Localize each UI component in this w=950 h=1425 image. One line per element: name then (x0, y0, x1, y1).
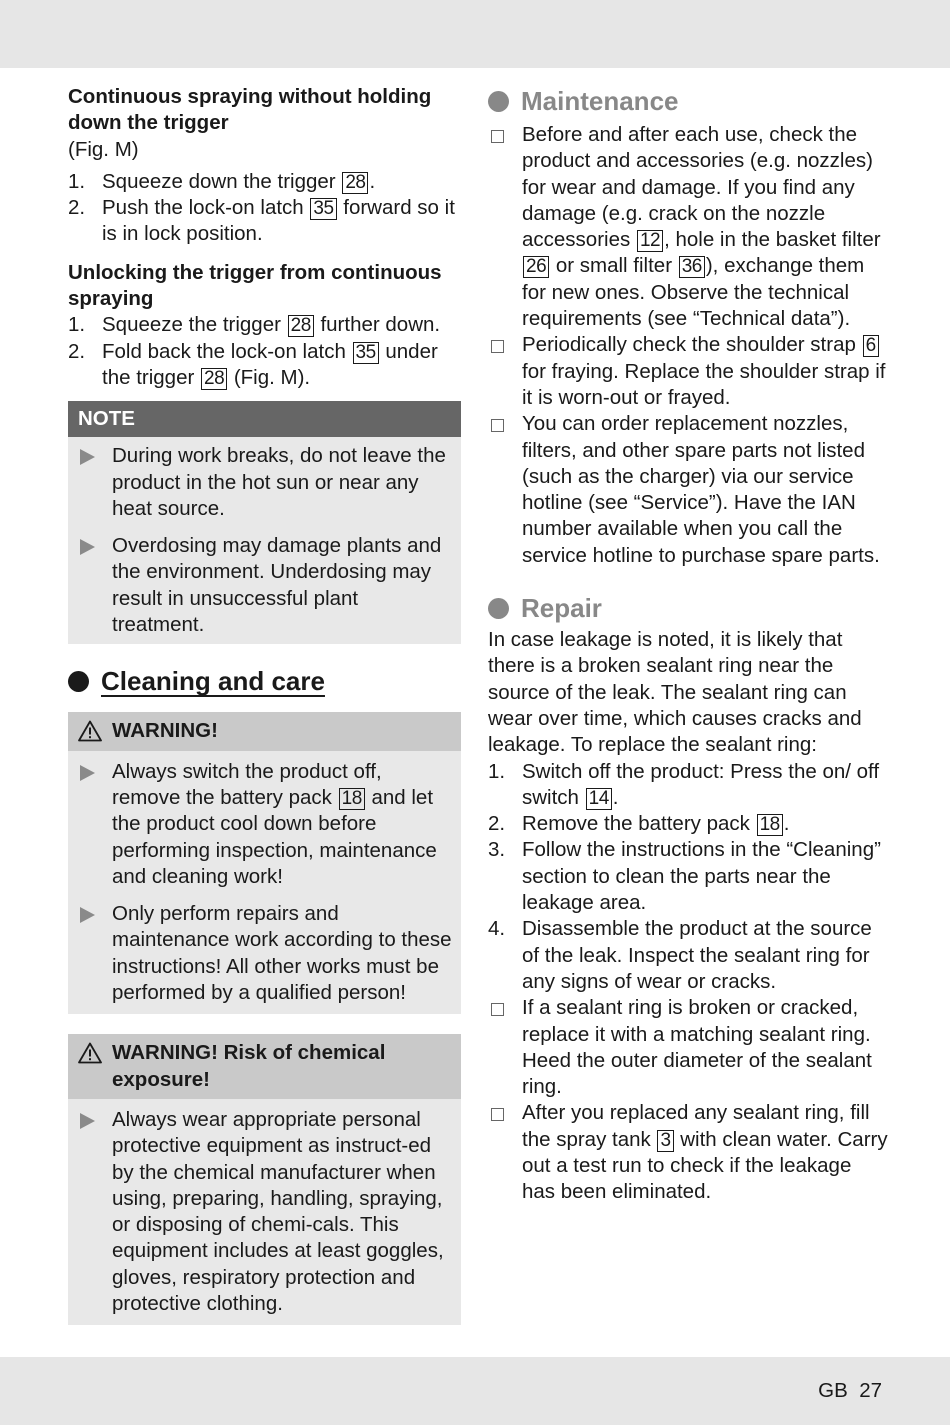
list-item: 4. Disassemble the product at the source of the leak. Inspect the sealant ring for any signs of wear or cracks. (488, 917, 872, 993)
repair-checklist (488, 995, 888, 1205)
warning-triangle-icon (78, 1042, 102, 1064)
list-item: Only perform repairs and maintenance work according to these instructions! All other works must be performed by a qualified person! (78, 901, 461, 1006)
triangle-bullet-icon (80, 539, 95, 555)
page-footer (818, 1378, 882, 1404)
list-item: 2. Remove the battery pack 18 . (488, 812, 790, 836)
part-ref: 18 (339, 788, 365, 810)
footer-bar (0, 1357, 950, 1425)
list-item: Overdosing may damage plants and the environment. Underdosing may result in unsuccessful plant treatment. (78, 533, 461, 638)
continuous-spraying-steps (68, 169, 461, 248)
list-item: 2. Fold back the lock-on latch 35 under the trigger 28 (Fig. M). (68, 339, 438, 389)
unlocking-steps (68, 312, 461, 391)
chemical-warning-box (68, 1034, 461, 1325)
warning-triangle-icon (78, 720, 102, 742)
part-ref: 36 (679, 256, 705, 278)
page-number: 27 (859, 1379, 882, 1402)
part-ref: 26 (523, 256, 549, 278)
list-item: Always wear appropriate personal protective equipment as instruct-ed by the chemical manufacturer when using, preparing, handling, spraying, or disposing of chemi-cals. This equipment includes at least goggles, gloves, respiratory protection and protective clothing. (78, 1107, 461, 1317)
language-code: GB (818, 1379, 848, 1402)
list-item: 3. Follow the instructions in the “Cleaning” section to clean the parts near the leakage area. (488, 838, 881, 915)
part-ref: 12 (637, 230, 663, 252)
continuous-spraying-heading: Continuous spraying without holding down the trigger (68, 85, 432, 135)
checkbox-bullet-icon (491, 340, 504, 353)
part-ref: 35 (310, 198, 336, 220)
note-heading: NOTE (68, 401, 461, 437)
part-ref: 3 (657, 1130, 673, 1152)
checkbox-bullet-icon (491, 130, 504, 143)
chemical-warning-heading: WARNING! Risk of chemical exposure! (68, 1034, 461, 1099)
maintenance-heading: Maintenance (488, 84, 888, 118)
right-column (488, 84, 888, 1206)
list-item: 2. Push the lock-on latch 35 forward so it is in lock position. (68, 196, 455, 246)
triangle-bullet-icon (80, 765, 95, 781)
maintenance-list (488, 122, 888, 569)
repair-steps (488, 759, 888, 996)
repair-heading: Repair (488, 591, 888, 625)
unlocking-heading: Unlocking the trigger from continuous spraying (68, 260, 442, 311)
left-column (68, 84, 461, 1325)
part-ref: 28 (288, 315, 314, 337)
cleaning-and-care-heading: Cleaning and care (68, 664, 461, 698)
list-item: If a sealant ring is broken or cracked, replace it with a matching sealant ring. Heed the outer diameter of the sealant ring. (488, 995, 888, 1100)
list-item: During work breaks, do not leave the product in the hot sun or near any heat source. (78, 443, 461, 522)
checkbox-bullet-icon (491, 419, 504, 432)
list-item: After you replaced any sealant ring, fill the spray tank 3 with clean water. Carry out a test run to check if the leakage has been eliminated. (488, 1100, 888, 1205)
part-ref: 35 (353, 342, 379, 364)
triangle-bullet-icon (80, 1113, 95, 1129)
list-item: Always switch the product off, remove the battery pack 18 and let the product cool down before performing inspection, maintenance and cleaning work! (78, 759, 461, 890)
checkbox-bullet-icon (491, 1108, 504, 1121)
bullet-dot-icon (488, 598, 509, 619)
list-item: 1. Switch off the product: Press the on/ off switch 14 . (488, 759, 880, 809)
list-item: Periodically check the shoulder strap 6 for fraying. Replace the shoulder strap if it is worn-out or frayed. (488, 332, 888, 411)
top-bar (0, 0, 950, 68)
part-ref: 14 (586, 788, 612, 810)
bullet-dot-icon (488, 91, 509, 112)
checkbox-bullet-icon (491, 1003, 504, 1016)
warning-box (68, 712, 461, 1014)
list-item: 1. Squeeze the trigger 28 further down. (68, 313, 441, 337)
continuous-spraying-fig-ref: (Fig. M) (68, 137, 139, 161)
part-ref: 28 (342, 172, 368, 194)
list-item: 1. Squeeze down the trigger 28 . (68, 169, 376, 193)
part-ref: 28 (201, 368, 227, 390)
part-ref: 6 (863, 335, 879, 357)
triangle-bullet-icon (80, 907, 95, 923)
part-ref: 18 (757, 814, 783, 836)
warning-heading: WARNING! (68, 712, 461, 750)
note-box (68, 401, 461, 644)
repair-intro: In case leakage is noted, it is likely that there is a broken sealant ring near the source of the leak. The sealant ring can wear over time, which causes cracks and leakage. To replace the sealant ring: (488, 628, 862, 757)
list-item: You can order replacement nozzles, filters, and other spare parts not listed (such as the charger) via our service hotline (see “Service”). Have the IAN number available when you call the service hotline to purchase spare parts. (488, 411, 888, 569)
list-item: Before and after each use, check the product and accessories (e.g. nozzles) for wear and damage. If you find any damage (e.g. crack on the nozzle accessories 12 , hole in the basket filter 26 or small filter 36 ), exchange them for new ones. Observe the technical requirements (see “Technical data”). (488, 122, 888, 332)
bullet-dot-icon (68, 671, 89, 692)
triangle-bullet-icon (80, 449, 95, 465)
